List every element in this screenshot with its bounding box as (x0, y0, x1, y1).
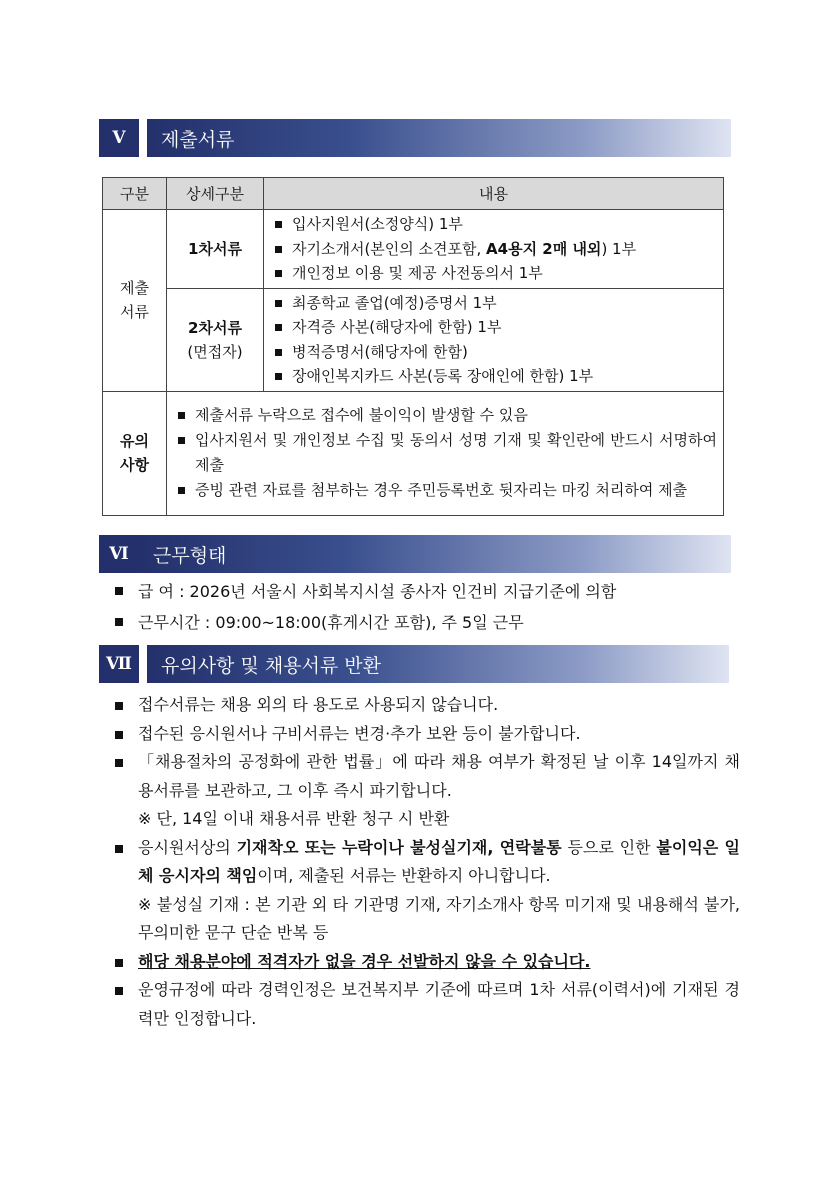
list-item: 최종학교 졸업(예정)증명서 1부 (272, 291, 717, 316)
list-item: 입사지원서(소정양식) 1부 (272, 212, 717, 237)
section-number: Ⅴ (99, 119, 139, 157)
header-content: 내용 (264, 178, 724, 210)
list-item: 제출서류 누락으로 접수에 불이익이 발생할 수 있음 (175, 403, 717, 428)
header-subcategory: 상세구분 (167, 178, 264, 210)
list-item: 근무시간 : 09:00~18:00(휴게시간 포함), 주 5일 근무 (110, 607, 740, 638)
list-item: 장애인복지카드 사본(등록 장애인에 한함) 1부 (272, 364, 717, 389)
list-item: 개인정보 이용 및 제공 사전동의서 1부 (272, 261, 717, 286)
list-item: 「채용절차의 공정화에 관한 법률」에 따라 채용 여부가 확정된 날 이후 14일까지 채용서류를 보관하고, 그 이후 즉시 파기합니다. ※ 단, 14일 이내 채용서류 반환 청구 시 반환 (110, 748, 740, 834)
note: ※ 불성실 기재 : 본 기관 외 타 기관명 기재, 자기소개사 항목 미기재 및 내용해석 불가, 무의미한 문구 단순 반복 등 (138, 894, 740, 942)
section-header-6 (99, 535, 731, 573)
first-round-label: 1차서류 (167, 210, 264, 289)
documents-table (102, 177, 724, 516)
list-item: 급 여 : 2026년 서울시 사회복지시설 종사자 인건비 지급기준에 의함 (110, 576, 740, 607)
table-row (103, 210, 724, 289)
notes-items (167, 391, 724, 515)
list-item: 증빙 관련 자료를 첨부하는 경우 주민등록번호 뒷자리는 마킹 처리하여 제출 (175, 478, 717, 503)
header-category: 구분 (103, 178, 167, 210)
list-item: 운영규정에 따라 경력인정은 보건복지부 기준에 따르며 1차 서류(이력서)에 기재된 경력만 인정합니다. (110, 976, 740, 1033)
first-round-items (264, 210, 724, 289)
category-docs: 제출 서류 (103, 210, 167, 392)
second-round-label: 2차서류 (면접자) (167, 288, 264, 391)
section-title: 제출서류 (147, 119, 731, 157)
section-title: 유의사항 및 채용서류 반환 (147, 645, 729, 683)
note: ※ 단, 14일 이내 채용서류 반환 청구 시 반환 (138, 809, 450, 828)
section-number: Ⅶ (99, 645, 139, 683)
list-item: 병적증명서(해당자에 한함) (272, 340, 717, 365)
section-header-7 (99, 645, 729, 683)
section-header-5 (99, 119, 731, 157)
list-item: 입사지원서 및 개인정보 수집 및 동의서 성명 기재 및 확인란에 반드시 서명하여 제출 (175, 428, 717, 478)
list-item: 자격증 사본(해당자에 한함) 1부 (272, 315, 717, 340)
list-item: 접수된 응시원서나 구비서류는 변경·추가 보완 등이 불가합니다. (110, 720, 740, 749)
notice-list (110, 691, 740, 1033)
section-title: 근무형태 (139, 535, 731, 573)
category-notes: 유의 사항 (103, 391, 167, 515)
second-round-items (264, 288, 724, 391)
table-header-row (103, 178, 724, 210)
list-item: 접수서류는 채용 외의 타 용도로 사용되지 않습니다. (110, 691, 740, 720)
list-item: 해당 채용분야에 적격자가 없을 경우 선발하지 않을 수 있습니다. (110, 948, 740, 977)
section-number: Ⅵ (99, 535, 139, 573)
table-row (103, 288, 724, 391)
work-conditions-list (110, 576, 740, 638)
list-item: 응시원서상의 기재착오 또는 누락이나 불성실기재, 연락불통 등으로 인한 불이익은 일체 응시자의 책임이며, 제출된 서류는 반환하지 아니합니다. ※ 불성실 기재 : 본 기관 외 타 기관명 기재, 자기소개사 항목 미기재 및 내용해석 불가, 무의미한 문구 단순 반복 등 (110, 834, 740, 948)
list-item: 자기소개서(본인의 소견포함, A4용지 2매 내외) 1부 (272, 237, 717, 262)
table-row (103, 391, 724, 515)
